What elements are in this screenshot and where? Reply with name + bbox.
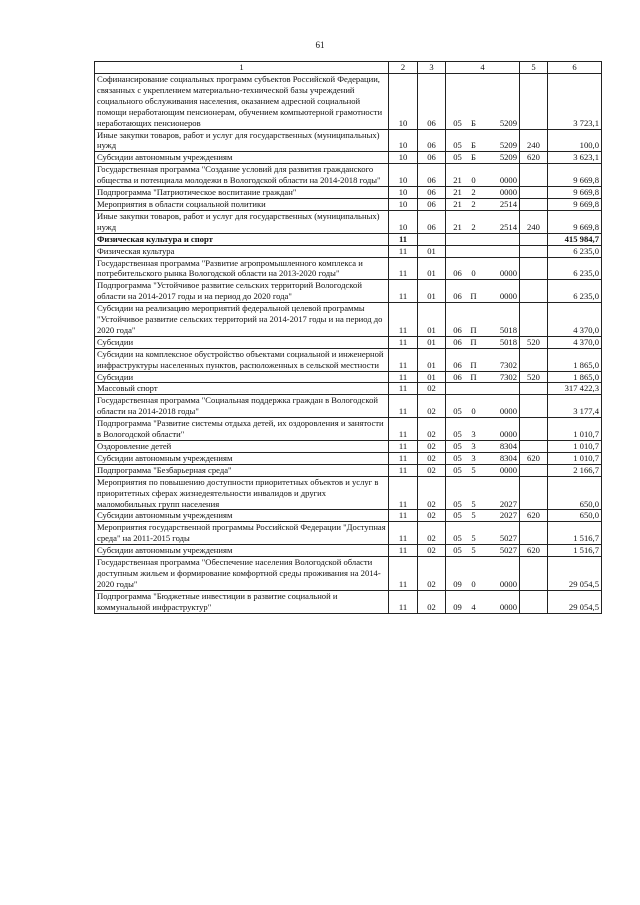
target-code-part: 06 (453, 336, 462, 347)
row-name: Субсидии автономным учреждениям (95, 452, 389, 464)
row-target-code (446, 303, 520, 337)
target-code-part: 8304 (499, 441, 517, 451)
column-header: 1 (95, 62, 389, 74)
target-code-part: 5 (471, 510, 476, 521)
target-code-part: 3 (471, 429, 476, 440)
row-section-code: 11 (389, 257, 418, 280)
row-target-code (446, 129, 520, 152)
row-target-code (446, 164, 520, 187)
target-code-part: 5 (471, 545, 476, 556)
target-code-part: 7302 (499, 359, 517, 370)
table-row (95, 418, 602, 441)
row-section-code: 10 (389, 198, 418, 210)
row-section-code: 11 (389, 336, 418, 348)
row-target-code (446, 187, 520, 199)
table-row (95, 348, 602, 371)
target-code-part: 0 (471, 268, 476, 279)
row-expense-type-code (520, 245, 548, 257)
table-row (95, 545, 602, 557)
row-expense-type-code (520, 383, 548, 395)
row-name: Массовый спорт (95, 383, 389, 395)
target-code-part: 05 (453, 429, 462, 440)
row-name: Государственная программа "Развитие агропромышленного комплекса и потребительского рынка Вологодской области на 2013-2020 годы" (95, 257, 389, 280)
row-name: Государственная программа "Создание условий для развития гражданского общества и потенциала молодежи в Вологодской области на 2014-2018 годы" (95, 164, 389, 187)
row-target-code (446, 74, 520, 130)
row-subsection-code: 01 (418, 336, 446, 348)
row-target-code (446, 557, 520, 591)
target-code-part: 2 (471, 221, 476, 232)
row-name: Субсидии автономным учреждениям (95, 152, 389, 164)
target-code-part: 5 (471, 464, 476, 475)
table-row (95, 510, 602, 522)
target-code-part: 5027 (499, 545, 517, 556)
target-code-part: 2027 (499, 498, 517, 509)
row-subsection-code: 01 (418, 371, 446, 383)
row-target-code (446, 233, 520, 245)
row-target-code (446, 198, 520, 210)
row-section-code: 10 (389, 187, 418, 199)
table-row (95, 395, 602, 418)
row-name: Субсидии автономным учреждениям (95, 510, 389, 522)
table-body (95, 74, 602, 614)
row-name: Подпрограмма "Бюджетные инвестиции в развитие социальной и коммунальной инфраструктур" (95, 590, 389, 613)
row-name: Физическая культура и спорт (95, 233, 389, 245)
row-name: Подпрограмма "Устойчивое развитие сельских территорий Вологодской области на 2014-2017 годы и на период до 2020 года" (95, 280, 389, 303)
row-expense-type-code (520, 187, 548, 199)
target-code-part: 05 (453, 545, 462, 556)
target-code-part: 0000 (499, 291, 517, 302)
table-row (95, 522, 602, 545)
table-row (95, 557, 602, 591)
row-expense-type-code (520, 303, 548, 337)
row-subsection-code: 01 (418, 257, 446, 280)
target-code-part: 0000 (499, 187, 517, 198)
row-amount: 3 623,1 (548, 152, 602, 164)
table-row (95, 303, 602, 337)
table-row (95, 187, 602, 199)
row-section-code: 11 (389, 233, 418, 245)
target-code-part: П (470, 324, 477, 335)
row-amount: 6 235,0 (548, 280, 602, 303)
table-row (95, 129, 602, 152)
row-target-code (446, 510, 520, 522)
target-code-part: 0000 (499, 578, 517, 589)
row-section-code: 11 (389, 441, 418, 453)
table-row (95, 198, 602, 210)
row-name: Мероприятия государственной программы Российской Федерации "Доступная среда" на 2011-2015 годы (95, 522, 389, 545)
target-code-part: 5209 (499, 152, 517, 163)
row-expense-type-code: 620 (520, 510, 548, 522)
row-expense-type-code (520, 395, 548, 418)
row-section-code: 11 (389, 395, 418, 418)
row-target-code (446, 257, 520, 280)
row-target-code (446, 395, 520, 418)
row-name: Мероприятия в области социальной политики (95, 198, 389, 210)
row-section-code: 11 (389, 522, 418, 545)
target-code-part: 09 (453, 601, 462, 612)
target-code-part: 21 (453, 175, 462, 186)
row-name: Субсидии (95, 336, 389, 348)
row-subsection-code (418, 233, 446, 245)
target-code-part: Б (471, 152, 476, 163)
table-row (95, 245, 602, 257)
row-section-code: 10 (389, 152, 418, 164)
row-subsection-code: 01 (418, 245, 446, 257)
row-subsection-code: 02 (418, 395, 446, 418)
target-code-part: 0000 (499, 429, 517, 440)
row-expense-type-code: 240 (520, 129, 548, 152)
row-subsection-code: 02 (418, 590, 446, 613)
row-subsection-code: 01 (418, 348, 446, 371)
column-header: 4 (446, 62, 520, 74)
target-code-part: 06 (453, 371, 462, 382)
target-code-part: 21 (453, 198, 462, 209)
row-section-code: 11 (389, 418, 418, 441)
row-subsection-code: 06 (418, 164, 446, 187)
row-expense-type-code (520, 348, 548, 371)
row-expense-type-code (520, 441, 548, 453)
target-code-part: 06 (453, 268, 462, 279)
row-amount: 2 166,7 (548, 464, 602, 476)
row-name: Физическая культура (95, 245, 389, 257)
row-target-code (446, 452, 520, 464)
row-amount: 6 235,0 (548, 245, 602, 257)
row-expense-type-code: 620 (520, 152, 548, 164)
target-code-part: П (470, 359, 477, 370)
row-subsection-code: 02 (418, 452, 446, 464)
row-expense-type-code (520, 418, 548, 441)
row-expense-type-code (520, 257, 548, 280)
row-name: Подпрограмма "Безбарьерная среда" (95, 464, 389, 476)
target-code-part: 0000 (499, 464, 517, 475)
row-amount: 3 177,4 (548, 395, 602, 418)
target-code-part: 4 (471, 601, 476, 612)
row-target-code (446, 348, 520, 371)
row-section-code: 10 (389, 164, 418, 187)
row-expense-type-code: 520 (520, 336, 548, 348)
row-amount: 1 010,7 (548, 441, 602, 453)
target-code-part: 3 (471, 452, 476, 463)
row-subsection-code: 02 (418, 522, 446, 545)
target-code-part: 2 (471, 198, 476, 209)
row-section-code: 11 (389, 383, 418, 395)
row-amount: 1 865,0 (548, 371, 602, 383)
row-amount: 650,0 (548, 476, 602, 510)
row-target-code (446, 152, 520, 164)
row-name: Мероприятия по повышению доступности приоритетных объектов и услуг в приоритетных сферах жизнедеятельности инвалидов и других маломобильных групп населения (95, 476, 389, 510)
row-section-code: 11 (389, 510, 418, 522)
row-subsection-code: 06 (418, 187, 446, 199)
row-amount: 415 984,7 (548, 233, 602, 245)
target-code-part: 0 (471, 406, 476, 417)
row-section-code: 11 (389, 303, 418, 337)
target-code-part: 05 (453, 117, 462, 128)
row-section-code: 11 (389, 545, 418, 557)
row-amount: 9 669,8 (548, 187, 602, 199)
row-target-code (446, 245, 520, 257)
table-row (95, 233, 602, 245)
target-code-part: 2514 (499, 221, 517, 232)
row-expense-type-code (520, 557, 548, 591)
target-code-part: 05 (453, 464, 462, 475)
row-expense-type-code: 520 (520, 371, 548, 383)
target-code-part: 5209 (499, 140, 517, 151)
column-header: 6 (548, 62, 602, 74)
table-row (95, 371, 602, 383)
row-name: Субсидии на реализацию мероприятий федеральной целевой программы "Устойчивое развитие сельских территорий на 2014-2017 годы и на период до 2020 года" (95, 303, 389, 337)
row-section-code: 11 (389, 371, 418, 383)
row-amount: 1 010,7 (548, 452, 602, 464)
row-target-code (446, 336, 520, 348)
row-expense-type-code (520, 164, 548, 187)
row-subsection-code: 06 (418, 74, 446, 130)
row-subsection-code: 02 (418, 510, 446, 522)
target-code-part: 05 (453, 533, 462, 544)
table-row (95, 280, 602, 303)
target-code-part: 06 (453, 324, 462, 335)
row-target-code (446, 418, 520, 441)
row-target-code (446, 522, 520, 545)
target-code-part: П (470, 291, 477, 302)
row-amount: 29 054,5 (548, 590, 602, 613)
row-target-code (446, 371, 520, 383)
table-row (95, 152, 602, 164)
target-code-part: 0 (471, 175, 476, 186)
row-subsection-code: 06 (418, 152, 446, 164)
row-section-code: 10 (389, 129, 418, 152)
target-code-part: 5027 (499, 533, 517, 544)
row-expense-type-code (520, 280, 548, 303)
row-amount: 650,0 (548, 510, 602, 522)
row-subsection-code: 02 (418, 464, 446, 476)
target-code-part: 21 (453, 221, 462, 232)
target-code-part: 8304 (499, 452, 517, 463)
row-amount: 1 516,7 (548, 545, 602, 557)
row-target-code (446, 590, 520, 613)
target-code-part: 05 (453, 441, 462, 451)
table-row (95, 257, 602, 280)
row-section-code: 11 (389, 280, 418, 303)
row-expense-type-code (520, 464, 548, 476)
page-number: 61 (315, 40, 325, 50)
row-target-code (446, 383, 520, 395)
target-code-part: П (470, 371, 477, 382)
row-expense-type-code (520, 522, 548, 545)
row-expense-type-code (520, 590, 548, 613)
target-code-part: 2 (471, 187, 476, 198)
row-expense-type-code: 240 (520, 210, 548, 233)
row-expense-type-code: 620 (520, 545, 548, 557)
target-code-part: 05 (453, 510, 462, 521)
row-amount: 9 669,8 (548, 164, 602, 187)
row-section-code: 11 (389, 452, 418, 464)
table-row (95, 74, 602, 130)
row-subsection-code: 01 (418, 280, 446, 303)
row-target-code (446, 464, 520, 476)
target-code-part: 06 (453, 291, 462, 302)
row-subsection-code: 02 (418, 545, 446, 557)
target-code-part: 05 (453, 406, 462, 417)
target-code-part: П (470, 336, 477, 347)
row-section-code: 11 (389, 557, 418, 591)
table-row (95, 383, 602, 395)
table-row (95, 590, 602, 613)
row-name: Подпрограмма "Патриотическое воспитание граждан" (95, 187, 389, 199)
row-amount: 4 370,0 (548, 303, 602, 337)
row-target-code (446, 476, 520, 510)
table-header-row (95, 62, 602, 74)
target-code-part: 0 (471, 578, 476, 589)
row-name: Подпрограмма "Развитие системы отдыха детей, их оздоровления и занятости в Вологодской области" (95, 418, 389, 441)
row-section-code: 11 (389, 245, 418, 257)
column-header: 2 (389, 62, 418, 74)
target-code-part: 21 (453, 187, 462, 198)
row-amount: 1 516,7 (548, 522, 602, 545)
row-name: Государственная программа "Обеспечение населения Вологодской области доступным жильем и формирование комфортной среды проживания на 2014-2020 годы" (95, 557, 389, 591)
row-name: Оздоровление детей (95, 441, 389, 453)
row-amount: 317 422,3 (548, 383, 602, 395)
target-code-part: 5 (471, 498, 476, 509)
row-name: Иные закупки товаров, работ и услуг для государственных (муниципальных) нужд (95, 210, 389, 233)
target-code-part: 0000 (499, 601, 517, 612)
column-header: 3 (418, 62, 446, 74)
target-code-part: 7302 (499, 371, 517, 382)
row-expense-type-code (520, 74, 548, 130)
target-code-part: 2514 (499, 198, 517, 209)
table-row (95, 452, 602, 464)
row-expense-type-code: 620 (520, 452, 548, 464)
row-target-code (446, 210, 520, 233)
target-code-part: Б (471, 140, 476, 151)
target-code-part: 09 (453, 578, 462, 589)
row-subsection-code: 01 (418, 303, 446, 337)
row-expense-type-code (520, 476, 548, 510)
target-code-part: 5018 (499, 324, 517, 335)
row-name: Софинансирование социальных программ субъектов Российской Федерации, связанных с укреплением материально-технической базы учреждений социального обслуживания населения, оказанием адресной социальной помощи неработающим пенсионерам, обучением компьютерной грамотности неработающих пенсионеров (95, 74, 389, 130)
target-code-part: 3 (471, 441, 476, 451)
target-code-part: 05 (453, 452, 462, 463)
row-target-code (446, 441, 520, 453)
target-code-part: 0000 (499, 406, 517, 417)
row-amount: 6 235,0 (548, 257, 602, 280)
row-target-code (446, 545, 520, 557)
target-code-part: Б (471, 117, 476, 128)
budget-table (94, 61, 602, 614)
target-code-part: 0000 (499, 175, 517, 186)
table-row (95, 210, 602, 233)
target-code-part: 0000 (499, 268, 517, 279)
row-name: Субсидии на комплексное обустройство объектами социальной и инженерной инфраструктуры населенных пунктов, расположенных в сельской местности (95, 348, 389, 371)
column-header: 5 (520, 62, 548, 74)
row-target-code (446, 280, 520, 303)
target-code-part: 06 (453, 359, 462, 370)
row-amount: 1 865,0 (548, 348, 602, 371)
row-subsection-code: 02 (418, 557, 446, 591)
row-name: Субсидии (95, 371, 389, 383)
row-section-code: 10 (389, 74, 418, 130)
row-amount: 100,0 (548, 129, 602, 152)
target-code-part: 05 (453, 140, 462, 151)
row-amount: 4 370,0 (548, 336, 602, 348)
table-row (95, 476, 602, 510)
row-subsection-code: 02 (418, 441, 446, 453)
row-section-code: 11 (389, 464, 418, 476)
row-name: Субсидии автономным учреждениям (95, 545, 389, 557)
row-amount: 1 010,7 (548, 418, 602, 441)
row-amount: 9 669,8 (548, 210, 602, 233)
row-name: Иные закупки товаров, работ и услуг для государственных (муниципальных) нужд (95, 129, 389, 152)
row-expense-type-code (520, 233, 548, 245)
row-section-code: 11 (389, 590, 418, 613)
table-row (95, 336, 602, 348)
row-section-code: 11 (389, 476, 418, 510)
row-subsection-code: 06 (418, 210, 446, 233)
row-section-code: 11 (389, 348, 418, 371)
target-code-part: 5018 (499, 336, 517, 347)
row-amount: 9 669,8 (548, 198, 602, 210)
row-subsection-code: 02 (418, 418, 446, 441)
row-amount: 3 723,1 (548, 74, 602, 130)
table-row (95, 164, 602, 187)
row-subsection-code: 06 (418, 129, 446, 152)
row-expense-type-code (520, 198, 548, 210)
row-subsection-code: 06 (418, 198, 446, 210)
target-code-part: 2027 (499, 510, 517, 521)
table-row (95, 464, 602, 476)
target-code-part: 5 (471, 533, 476, 544)
table-row (95, 441, 602, 453)
row-section-code: 10 (389, 210, 418, 233)
row-subsection-code: 02 (418, 383, 446, 395)
row-subsection-code: 02 (418, 476, 446, 510)
target-code-part: 05 (453, 152, 462, 163)
row-name: Государственная программа "Социальная поддержка граждан в Вологодской области на 2014-2018 годы" (95, 395, 389, 418)
target-code-part: 05 (453, 498, 462, 509)
row-amount: 29 054,5 (548, 557, 602, 591)
target-code-part: 5209 (499, 117, 517, 128)
